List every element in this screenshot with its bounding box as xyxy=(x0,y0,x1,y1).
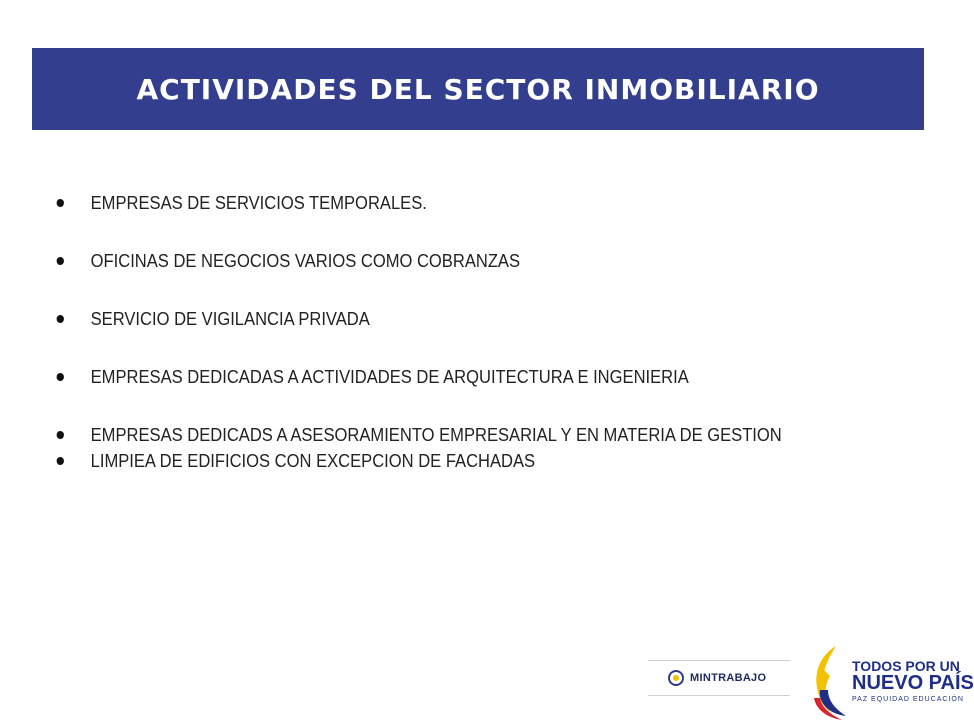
list-item xyxy=(52,364,941,390)
tpun-line2: NUEVO PAÍS xyxy=(852,672,974,694)
bullet-dot-icon xyxy=(57,373,64,381)
bullet-dot-icon xyxy=(57,315,64,323)
bullet-dot-icon xyxy=(57,431,64,439)
bullet-dot-icon xyxy=(57,457,64,465)
flag-swirl-icon xyxy=(806,640,852,720)
list-item xyxy=(52,422,941,448)
todos-por-un-nuevo-pais-logo xyxy=(806,640,974,720)
bullet-text: OFICINAS DE NEGOCIOS VARIOS COMO COBRANZAS xyxy=(90,251,521,271)
list-item xyxy=(52,306,941,332)
bullet-text: EMPRESAS DE SERVICIOS TEMPORALES. xyxy=(90,193,427,213)
list-item xyxy=(52,190,941,216)
bullet-dot-icon xyxy=(57,257,64,265)
bullet-text: EMPRESAS DEDICADS A ASESORAMIENTO EMPRESARIAL Y EN MATERIA DE GESTION xyxy=(90,425,782,445)
title-bar xyxy=(32,48,924,130)
bullet-list xyxy=(52,190,904,474)
bullet-text: LIMPIEA DE EDIFICIOS CON EXCEPCION DE FACHADAS xyxy=(90,451,536,471)
list-item xyxy=(52,248,941,274)
footer-logos xyxy=(648,636,974,720)
slide-title: ACTIVIDADES DEL SECTOR INMOBILIARIO xyxy=(136,72,820,106)
bullet-dot-icon xyxy=(57,199,64,207)
bullet-text: EMPRESAS DEDICADAS A ACTIVIDADES DE ARQUITECTURA E INGENIERIA xyxy=(90,367,689,387)
seal-icon xyxy=(668,670,684,686)
tpun-line1: TODOS POR UN xyxy=(852,658,960,674)
bullet-text: SERVICIO DE VIGILANCIA PRIVADA xyxy=(90,309,370,329)
mintrabajo-logo xyxy=(648,660,790,696)
mintrabajo-label: MINTRABAJO xyxy=(690,672,767,684)
tpun-line3: PAZ EQUIDAD EDUCACIÓN xyxy=(852,696,964,703)
list-item xyxy=(52,448,941,474)
